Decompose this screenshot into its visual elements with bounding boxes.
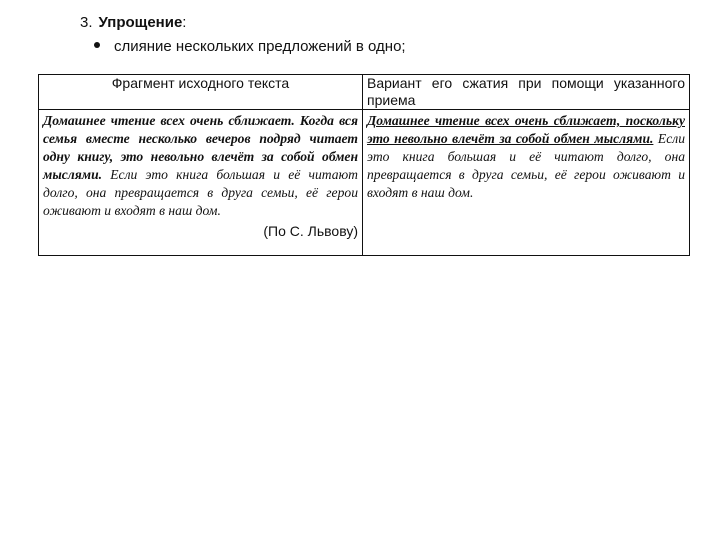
source-text-cell bbox=[39, 110, 363, 256]
table-body-row bbox=[39, 110, 690, 256]
comparison-table bbox=[38, 74, 690, 256]
bullet-dot-icon bbox=[94, 42, 100, 48]
header-compressed-variant: Вариант его сжатия при помощи указанного приема bbox=[363, 75, 690, 110]
section-number: 3. bbox=[80, 14, 93, 31]
source-attribution: (По С. Львову) bbox=[263, 223, 358, 239]
section-title: Упрощение bbox=[98, 14, 183, 31]
header-source-text: Фрагмент исходного текста bbox=[39, 75, 363, 110]
section-heading bbox=[80, 14, 186, 32]
compressed-text-underlined: Домашнее чтение всех очень сближает, поскольку это невольно влечёт за собой обмен мыслями. bbox=[367, 113, 685, 146]
section-title-colon: : bbox=[182, 14, 187, 31]
compressed-text-cell bbox=[363, 110, 690, 256]
source-text-bold: Домашнее чтение всех очень сближает. Когда вся семья вместе несколько вечеров подряд читает одну книгу, это невольно влечёт за собой обмен мыслями. bbox=[43, 113, 358, 182]
bullet-item bbox=[94, 38, 406, 56]
compressed-text-rest: Если это книга большая и её читают долго, она превращается в друга семьи, её герои оживают и входят в наш дом. bbox=[367, 131, 685, 200]
table-header-row bbox=[39, 75, 690, 110]
bullet-text: слияние нескольких предложений в одно; bbox=[114, 38, 406, 55]
source-text-rest: Если это книга большая и её читают долго, она превращается в друга семьи, её герои оживают и входят в наш дом. bbox=[43, 167, 358, 218]
